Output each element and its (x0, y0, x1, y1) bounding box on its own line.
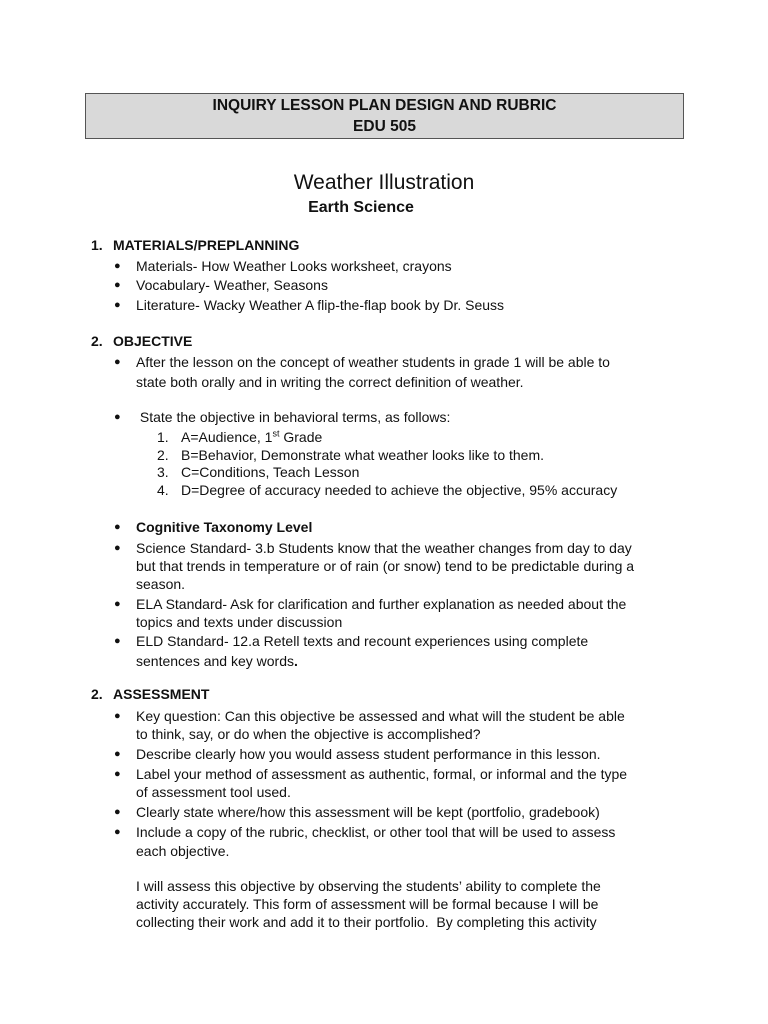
bullet-continuation: state both orally and in writing the correct definition of weather. (136, 374, 524, 390)
item-text-suffix: Grade (279, 429, 323, 445)
section-title: ASSESSMENT (113, 686, 210, 702)
bullet-text: ELD Standard- 12.a Retell texts and recount experiences using complete (136, 633, 589, 649)
item-text: D=Degree of accuracy needed to achieve the objective, 95% accuracy (181, 482, 618, 498)
numbered-item (157, 446, 677, 464)
bullet-icon: ● (114, 806, 121, 818)
continuation-period: . (293, 653, 298, 669)
section-title: MATERIALS/PREPLANNING (113, 237, 300, 253)
bullet-text: Clearly state where/how this assessment will be kept (portfolio, gradebook) (136, 804, 600, 820)
section-heading-materials (91, 237, 299, 253)
bullet-text: Science Standard- 3.b Students know that the weather changes from day to day (136, 540, 632, 556)
bullet-continuation: topics and texts under discussion (136, 614, 343, 630)
bullet-text: Include a copy of the rubric, checklist, or other tool that will be used to assess (136, 824, 616, 840)
bullet-icon: ● (114, 521, 121, 533)
bullet-icon: ● (114, 542, 121, 554)
bullet-text: Vocabulary- Weather, Seasons (136, 277, 328, 293)
continuation-text: sentences and key words (136, 653, 294, 669)
bullet-text: State the objective in behavioral terms, as follows: (136, 409, 451, 425)
item-text: B=Behavior, Demonstrate what weather looks like to them. (181, 447, 545, 463)
bullet-continuation: but that trends in temperature or of rain (or snow) tend to be predictable during a (136, 558, 635, 574)
bullet-continuation (136, 652, 656, 670)
bullet-continuation: to think, say, or do when the objective is accomplished? (136, 726, 481, 742)
numbered-item (157, 463, 677, 481)
bullet-icon: ● (114, 356, 121, 368)
bullet-continuation: each objective. (136, 843, 230, 859)
bullet-icon: ● (114, 768, 121, 780)
bullet-text: Label your method of assessment as authentic, formal, or informal and the type (136, 766, 628, 782)
numbered-item (157, 428, 677, 446)
superscript: st (272, 428, 280, 439)
bullet-icon: ● (114, 279, 121, 291)
section-number: 1. (91, 237, 103, 253)
item-number: 4. (157, 482, 169, 498)
bullet-text: Cognitive Taxonomy Level (136, 519, 313, 535)
bullet-icon: ● (114, 299, 121, 311)
subtitle-text: Earth Science (308, 199, 414, 216)
item-number: 2. (157, 447, 169, 463)
section-heading-assessment (91, 686, 209, 702)
bullet-icon: ● (114, 710, 121, 722)
bullet-icon: ● (114, 826, 121, 838)
item-text: C=Conditions, Teach Lesson (181, 464, 360, 480)
bullet-text: Describe clearly how you would assess student performance in this lesson. (136, 746, 601, 762)
bullet-continuation: of assessment tool used. (136, 784, 291, 800)
section-number: 2. (91, 686, 103, 702)
section-heading-objective (91, 333, 192, 349)
lesson-subtitle (0, 199, 768, 217)
bullet-icon: ● (114, 260, 121, 272)
document-header-box (85, 93, 684, 139)
header-line-2: EDU 505 (353, 118, 416, 135)
assessment-paragraph-line: I will assess this objective by observing the students’ ability to complete the (136, 878, 601, 894)
bullet-text: Materials- How Weather Looks worksheet, crayons (136, 258, 452, 274)
item-number: 1. (157, 429, 169, 445)
bullet-text: After the lesson on the concept of weather students in grade 1 will be able to (136, 354, 610, 370)
item-text: A=Audience, 1 (181, 429, 273, 445)
numbered-item (157, 481, 677, 499)
assessment-paragraph-line: collecting their work and add it to their portfolio. By completing this activity (136, 914, 597, 930)
bullet-icon: ● (114, 411, 121, 423)
bullet-text: ELA Standard- Ask for clarification and further explanation as needed about the (136, 596, 627, 612)
bullet-text: Literature- Wacky Weather A flip-the-flap book by Dr. Seuss (136, 297, 505, 313)
item-number: 3. (157, 464, 169, 480)
lesson-title: Weather Illustration (293, 171, 475, 194)
header-line-1: INQUIRY LESSON PLAN DESIGN AND RUBRIC (212, 97, 557, 114)
bullet-continuation: season. (136, 576, 186, 592)
bullet-text: Key question: Can this objective be assessed and what will the student be able (136, 708, 625, 724)
section-number: 2. (91, 333, 103, 349)
assessment-paragraph-line: activity accurately. This form of assessment will be formal because I will be (136, 896, 599, 912)
section-title: OBJECTIVE (113, 333, 193, 349)
bullet-icon: ● (114, 748, 121, 760)
bullet-icon: ● (114, 635, 121, 647)
bullet-icon: ● (114, 598, 121, 610)
